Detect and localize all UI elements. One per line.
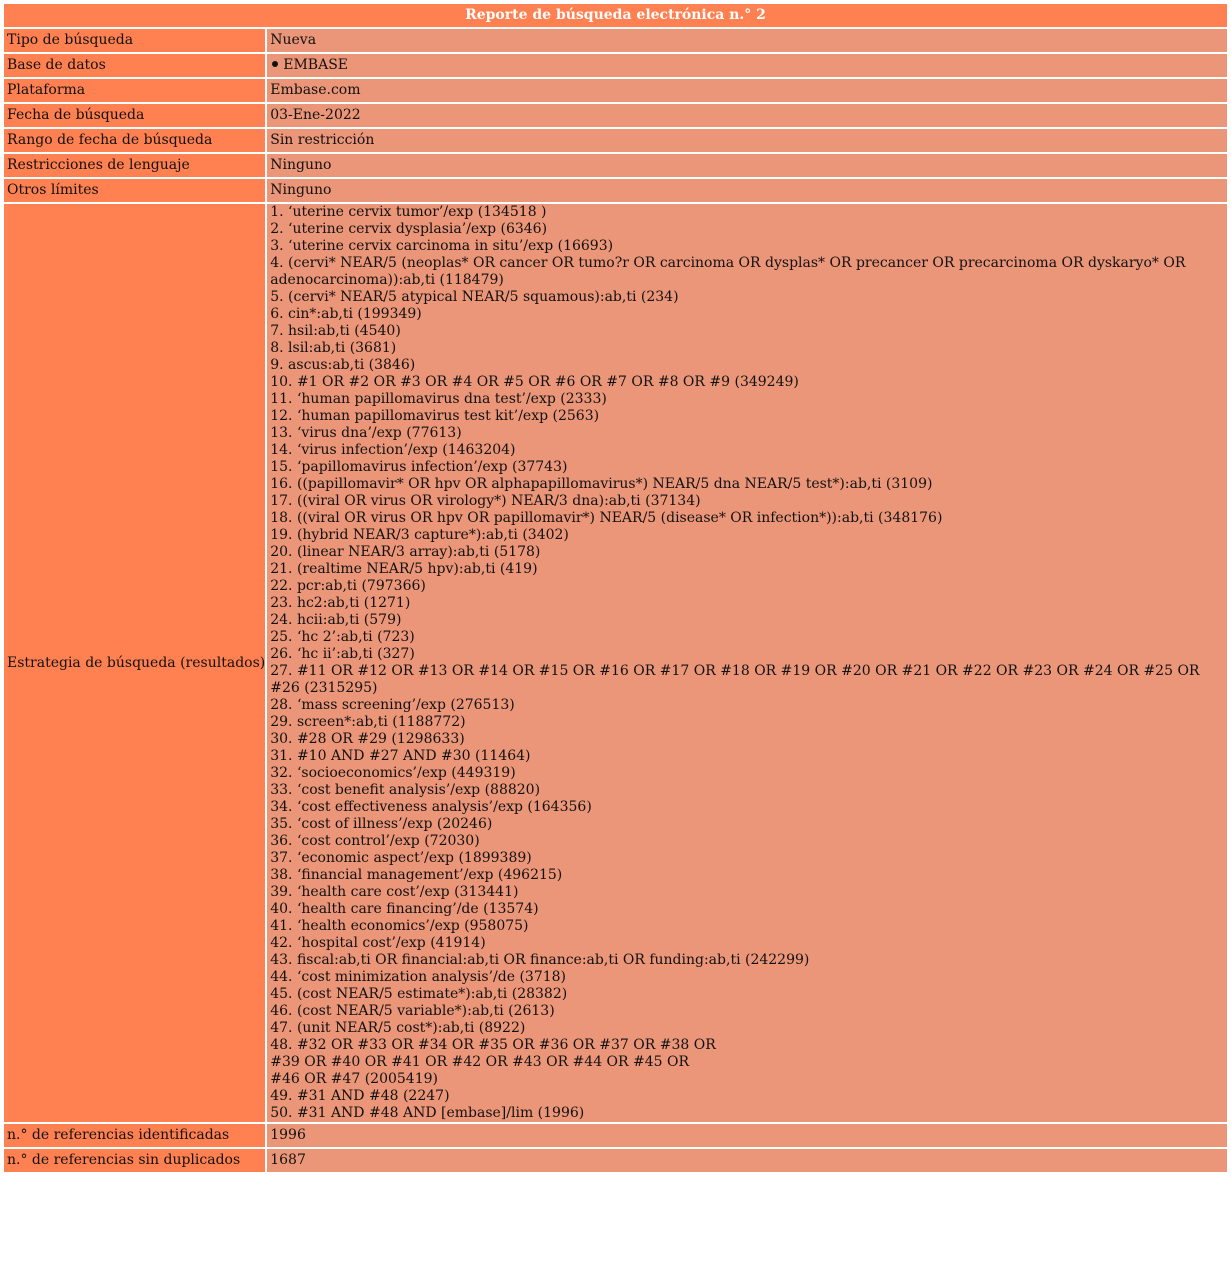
field-value: Nueva (267, 29, 1227, 54)
strategy-line: 37. ‘economic aspect’/exp (1899389) (270, 850, 532, 866)
info-row (4, 54, 1227, 79)
field-label: Plataforma (4, 79, 267, 104)
info-row (4, 104, 1227, 129)
reference-count-row (4, 1149, 1227, 1174)
strategy-line: 19. (hybrid NEAR/3 capture*):ab,ti (3402) (270, 527, 569, 543)
field-value: Sin restricción (267, 129, 1227, 154)
strategy-line: 33. ‘cost benefit analysis’/exp (88820) (270, 782, 541, 798)
bullet-icon (272, 61, 278, 67)
strategy-line: 48. #32 OR #33 OR #34 OR #35 OR #36 OR #37 OR #38 OR (270, 1037, 716, 1053)
strategy-line: 14. ‘virus infection’/exp (1463204) (270, 442, 516, 458)
strategy-line: 35. ‘cost of illness’/exp (20246) (270, 816, 493, 832)
strategy-line: 26. ‘hc ii’:ab,ti (327) (270, 646, 415, 662)
strategy-line: 8. lsil:ab,ti (3681) (270, 340, 397, 356)
field-label: Otros límites (4, 179, 267, 204)
field-value: 1687 (267, 1149, 1227, 1174)
field-label: Tipo de búsqueda (4, 29, 267, 54)
strategy-line: 27. #11 OR #12 OR #13 OR #14 OR #15 OR #16 OR #17 OR #18 OR #19 OR #20 OR #21 OR #22 OR #23 OR #24 OR #25 OR #26 (2315295) (270, 663, 1204, 696)
field-label: Base de datos (4, 54, 267, 79)
strategy-line: 22. pcr:ab,ti (797366) (270, 578, 426, 594)
database-name: EMBASE (283, 57, 348, 73)
strategy-line: 46. (cost NEAR/5 variable*):ab,ti (2613) (270, 1003, 555, 1019)
field-label: Restricciones de lenguaje (4, 154, 267, 179)
info-row (4, 129, 1227, 154)
field-value: Embase.com (267, 79, 1227, 104)
strategy-line: 47. (unit NEAR/5 cost*):ab,ti (8922) (270, 1020, 526, 1036)
strategy-line: 29. screen*:ab,ti (1188772) (270, 714, 466, 730)
info-row (4, 29, 1227, 54)
search-strategy-label: Estrategia de búsqueda (resultados) (4, 204, 267, 1124)
strategy-line: 43. fiscal:ab,ti OR financial:ab,ti OR finance:ab,ti OR funding:ab,ti (242299) (270, 952, 810, 968)
field-value: Ninguno (267, 179, 1227, 204)
strategy-line: 34. ‘cost effectiveness analysis’/exp (164356) (270, 799, 592, 815)
field-label: n.° de referencias sin duplicados (4, 1149, 267, 1174)
strategy-line: 50. #31 AND #48 AND [embase]/lim (1996) (270, 1105, 585, 1121)
strategy-line: 10. #1 OR #2 OR #3 OR #4 OR #5 OR #6 OR #7 OR #8 OR #9 (349249) (270, 374, 799, 390)
title-row (4, 4, 1227, 29)
strategy-line: 9. ascus:ab,ti (3846) (270, 357, 416, 373)
search-strategy-lines (267, 204, 1227, 1124)
strategy-line: 13. ‘virus dna’/exp (77613) (270, 425, 462, 441)
strategy-line: 1. ‘uterine cervix tumor’/exp (134518 ) (270, 204, 547, 220)
strategy-line: 20. (linear NEAR/3 array):ab,ti (5178) (270, 544, 541, 560)
search-report-table (4, 4, 1227, 1174)
field-value (267, 54, 1227, 79)
strategy-line: 41. ‘health economics’/exp (958075) (270, 918, 529, 934)
strategy-line: 40. ‘health care financing’/de (13574) (270, 901, 539, 917)
strategy-line: #39 OR #40 OR #41 OR #42 OR #43 OR #44 OR #45 OR (270, 1054, 690, 1070)
strategy-line: #46 OR #47 (2005419) (270, 1071, 438, 1087)
strategy-line: 4. (cervi* NEAR/5 (neoplas* OR cancer OR tumo?r OR carcinoma OR dysplas* OR precancer OR precarcinoma OR dyskaryo* OR (270, 255, 1186, 271)
field-value: 1996 (267, 1124, 1227, 1149)
field-value: Ninguno (267, 154, 1227, 179)
strategy-line: 16. ((papillomavir* OR hpv OR alphapapillomavirus*) NEAR/5 dna NEAR/5 test*):ab,ti (3109) (270, 476, 933, 492)
report-title: Reporte de búsqueda electrónica n.° 2 (4, 4, 1227, 29)
strategy-line: 36. ‘cost control’/exp (72030) (270, 833, 480, 849)
strategy-line: 18. ((viral OR virus OR hpv OR papillomavir*) NEAR/5 (disease* OR infection*)):ab,ti (348176) (270, 510, 943, 526)
field-label: n.° de referencias identificadas (4, 1124, 267, 1149)
strategy-line: 39. ‘health care cost’/exp (313441) (270, 884, 519, 900)
strategy-line: 28. ‘mass screening’/exp (276513) (270, 697, 515, 713)
strategy-line: 45. (cost NEAR/5 estimate*):ab,ti (28382) (270, 986, 568, 1002)
strategy-line: adenocarcinoma)):ab,ti (118479) (270, 272, 504, 288)
info-row (4, 179, 1227, 204)
strategy-line: 6. cin*:ab,ti (199349) (270, 306, 422, 322)
info-row (4, 154, 1227, 179)
strategy-line: 2. ‘uterine cervix dysplasia’/exp (6346) (270, 221, 548, 237)
strategy-line: 7. hsil:ab,ti (4540) (270, 323, 401, 339)
strategy-line: 3. ‘uterine cervix carcinoma in situ’/exp (16693) (270, 238, 614, 254)
strategy-line: 30. #28 OR #29 (1298633) (270, 731, 465, 747)
strategy-line: 5. (cervi* NEAR/5 atypical NEAR/5 squamous):ab,ti (234) (270, 289, 679, 305)
strategy-line: 42. ‘hospital cost’/exp (41914) (270, 935, 486, 951)
strategy-line: 12. ‘human papillomavirus test kit’/exp (2563) (270, 408, 600, 424)
strategy-line: 24. hcii:ab,ti (579) (270, 612, 402, 628)
strategy-line: 49. #31 AND #48 (2247) (270, 1088, 450, 1104)
strategy-line: 23. hc2:ab,ti (1271) (270, 595, 411, 611)
search-strategy-row (4, 204, 1227, 1124)
field-label: Fecha de búsqueda (4, 104, 267, 129)
field-label: Rango de fecha de búsqueda (4, 129, 267, 154)
field-value: 03-Ene-2022 (267, 104, 1227, 129)
reference-count-row (4, 1124, 1227, 1149)
info-row (4, 79, 1227, 104)
strategy-line: 17. ((viral OR virus OR virology*) NEAR/3 dna):ab,ti (37134) (270, 493, 701, 509)
strategy-line: 44. ‘cost minimization analysis’/de (3718) (270, 969, 567, 985)
strategy-line: 38. ‘financial management’/exp (496215) (270, 867, 563, 883)
strategy-line: 21. (realtime NEAR/5 hpv):ab,ti (419) (270, 561, 538, 577)
strategy-line: 15. ‘papillomavirus infection’/exp (37743) (270, 459, 568, 475)
strategy-line: 25. ‘hc 2’:ab,ti (723) (270, 629, 415, 645)
strategy-line: 11. ‘human papillomavirus dna test’/exp (2333) (270, 391, 607, 407)
strategy-line: 31. #10 AND #27 AND #30 (11464) (270, 748, 531, 764)
strategy-line: 32. ‘socioeconomics’/exp (449319) (270, 765, 516, 781)
